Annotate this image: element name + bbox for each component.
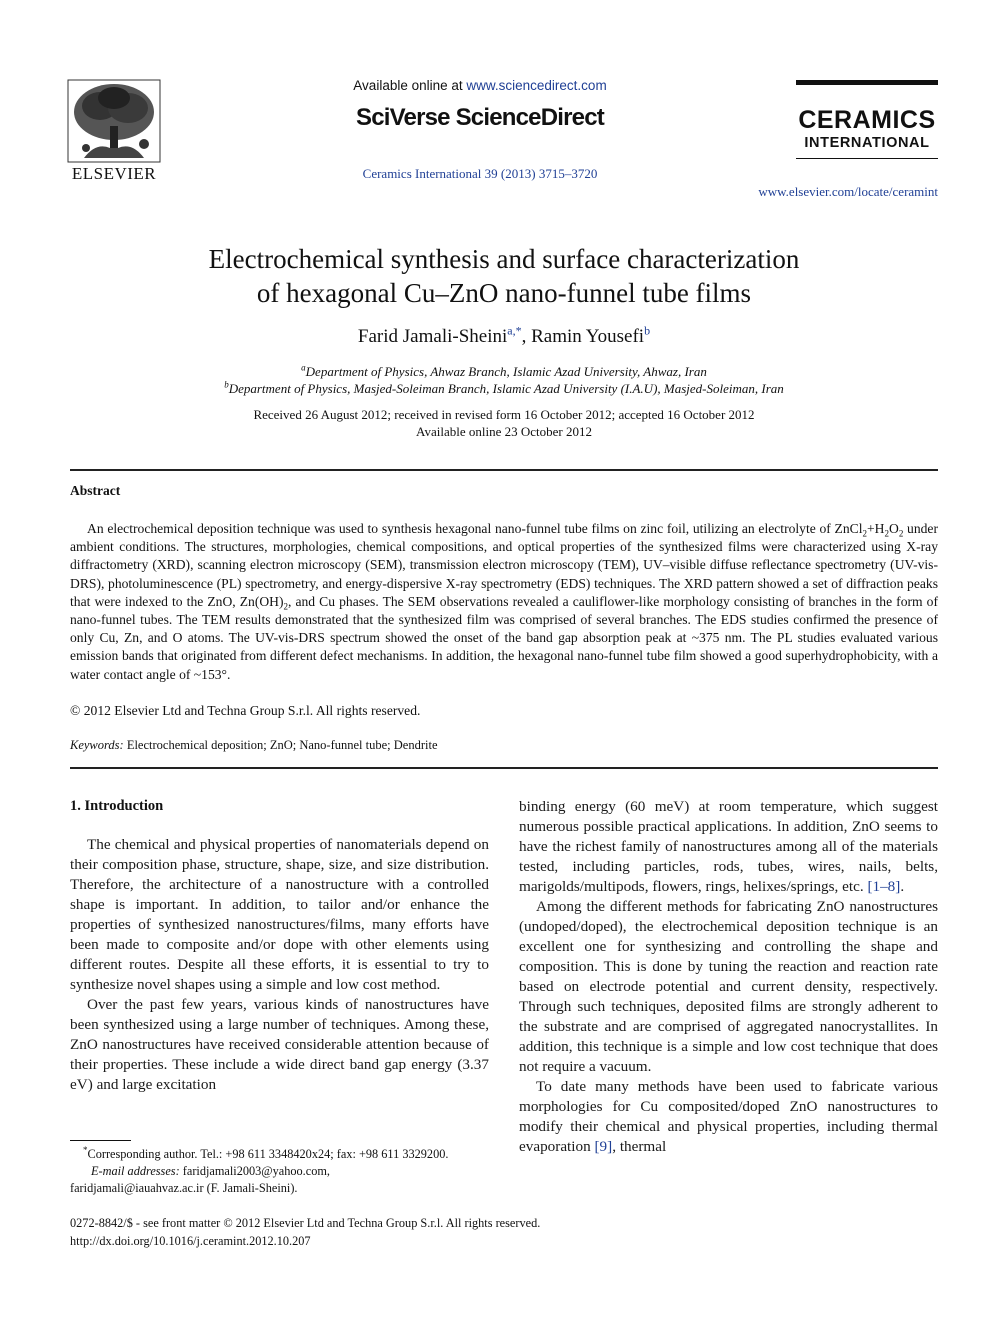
received-dates: Received 26 August 2012; received in revised form 16 October 2012; accepted 16 October 2012 xyxy=(253,407,755,422)
keywords xyxy=(70,738,938,753)
journal-logo-line2: INTERNATIONAL xyxy=(804,135,930,151)
citation-ref-9[interactable]: [9] xyxy=(594,1138,613,1155)
abstract-heading: Abstract xyxy=(70,483,121,498)
available-online-prefix: Available online at xyxy=(353,78,467,93)
footnote-line-2 xyxy=(70,1163,489,1180)
sciencedirect-link[interactable]: www.sciencedirect.com xyxy=(466,78,607,93)
available-online-date: Available online 23 October 2012 xyxy=(416,424,592,439)
journal-citation[interactable]: Ceramics International 39 (2013) 3715–3720 xyxy=(362,166,598,181)
journal-logo-rule-bottom xyxy=(796,158,938,159)
abstract-body: An electrochemical deposition technique was used to synthesis hexagonal nano-funnel tube films on zinc foil, utilizing an electrolyte of $ZnCl_2+H_2O_2$ under ambient conditions. The structures, morphologies, chemical compositions, and optical properties of the synthesized films were characterized using X-ray diffractometry (XRD), scanning electron microscopy (SEM), transmission electron microscopy (TEM), UV–visible diffuse reflectance spectrometry (UV-vis-DRS), photoluminescence (PL) spectrometry, and energy-dispersive X-ray spectrometry (EDS) techniques. The XRD pattern showed a set of diffraction peaks that were indexed to the ZnO, $Zn(OH)_2$, and Cu phases. The SEM observations revealed a cauliflower-like morphology consisting of branches in the form of nano-funnel tubes. The TEM results demonstrated that the synthesized film was comprised of several branches. The EDS studies confirmed the presence of only Cu, Zn, and O atoms. The UV-vis-DRS spectrum showed the onset of the band gap absorption peak at ~375 nm. The PL studies evaluated various emission bands that originated from different defect mechanisms. In addition, the hexagonal nano-funnel tube film showed a good superhydrophobicity, with a water contact angle of ~153°. xyxy=(70,521,938,682)
article-title-line1: Electrochemical synthesis and surface characterization xyxy=(208,244,800,274)
email-label: E-mail addresses: xyxy=(91,1164,180,1178)
author-separator: , xyxy=(521,326,532,347)
elsevier-tree-icon xyxy=(66,78,162,164)
citation-ref-1-8[interactable]: [1–8] xyxy=(867,878,901,895)
intro-paragraph-3: binding energy (60 meV) at room temperature, which suggest numerous possible practical applications. In addition, ZnO seems to have the richest family of nanostructures among all of the materials tested, including particles, rods, tubes, wires, nails, belts, marigolds/multipods, flowers, rings, helixes/springs, etc. [1–8]. xyxy=(519,798,938,895)
author-2: Ramin Yousefi xyxy=(531,326,645,347)
footnote-line-1: *Corresponding author. Tel.: +98 611 3348420x24; fax: +98 611 3329200. xyxy=(83,1144,449,1161)
email-2[interactable]: faridjamali@iauahvaz.ac.ir (F. Jamali-Sheini). xyxy=(70,1181,298,1195)
footnote xyxy=(70,1146,489,1197)
affiliation-b xyxy=(70,381,938,397)
intro-paragraph-1: The chemical and physical properties of nanomaterials depend on their composition phase, structure, shape, size, and size distribution. Therefore, the architecture of a nanostructure with a controlled shape is important. In addition, to tailor and/or enhance the properties of synthesized nanostructures/films, many efforts have been made to composite and/or dope with other elements using different routes. Despite all these efforts, it is essential to try to synthesize novel shapes using a simple and low cost method. xyxy=(70,836,489,993)
keywords-text: Electrochemical deposition; ZnO; Nano-funnel tube; Dendrite xyxy=(123,738,438,752)
intro-paragraph-2: Over the past few years, various kinds of nanostructures have been synthesized using a large number of techniques. Among these, ZnO nanostructures have received considerable attention because of their properties. These include a wide direct band gap energy (3.37 eV) and large excitation xyxy=(70,996,489,1093)
article-title xyxy=(70,242,938,310)
left-column xyxy=(70,835,489,1095)
right-column xyxy=(519,797,938,1157)
publisher-logo-text: ELSEVIER xyxy=(71,164,157,183)
author-1: Farid Jamali-Sheini xyxy=(357,326,508,347)
author-1-marks[interactable]: a,* xyxy=(507,323,522,338)
email-1[interactable]: faridjamali2003@yahoo.com, xyxy=(179,1164,330,1178)
affiliation-b-text: Department of Physics, Masjed-Soleiman Branch, Islamic Azad University (I.A.U), Masjed-Soleiman, Iran xyxy=(228,381,784,396)
affiliation-a-mark: a xyxy=(301,362,306,373)
keywords-label: Keywords: xyxy=(70,738,124,752)
abstract-copyright: © 2012 Elsevier Ltd and Techna Group S.r.l. All rights reserved. xyxy=(70,703,421,718)
article-title-line2: of hexagonal Cu–ZnO nano-funnel tube films xyxy=(256,278,752,308)
footnote-mark: * xyxy=(83,1144,88,1155)
divider-top xyxy=(70,469,938,471)
intro-paragraph-5: To date many methods have been used to fabricate various morphologies for Cu composited/doped ZnO nanostructures to modify their chemical and physical properties, including thermal evaporation [9], thermal xyxy=(519,1078,938,1155)
author-2-marks[interactable]: b xyxy=(644,323,651,338)
journal-logo-line1: CERAMICS xyxy=(798,106,936,134)
divider-bottom xyxy=(70,767,938,769)
intro-paragraph-4: Among the different methods for fabricating ZnO nanostructures (undoped/doped), the electrochemical deposition technique is an excellent one for synthesizing and controlling the shape and composition. This is done by tuning the reaction and reaction rate based on electrode potential and current density, respectively. Through such techniques, deposited films are strongly adherent to the substrate and are comprised of aggregated nanocrystallites. In addition, this technique is a simple and low cost technique that does not require a vacuum. xyxy=(519,898,938,1075)
section-heading-introduction: 1. Introduction xyxy=(70,798,164,814)
journal-logo-rule-top xyxy=(796,80,938,85)
author-list xyxy=(70,323,938,348)
affiliation-a xyxy=(70,364,938,380)
available-online-line xyxy=(300,78,660,93)
doi-link[interactable]: http://dx.doi.org/10.1016/j.ceramint.2012.10.207 xyxy=(70,1234,311,1248)
affiliation-a-text: Department of Physics, Ahwaz Branch, Islamic Azad University, Ahwaz, Iran xyxy=(305,364,707,379)
journal-url[interactable]: www.elsevier.com/locate/ceramint xyxy=(758,184,938,199)
footnote-rule xyxy=(70,1140,131,1141)
issn-line: 0272-8842/$ - see front matter © 2012 Elsevier Ltd and Techna Group S.r.l. All rights reserved. xyxy=(70,1216,541,1230)
elsevier-logo xyxy=(66,78,162,184)
platform-name: SciVerse ScienceDirect xyxy=(356,104,604,131)
affiliation-b-mark: b xyxy=(224,379,229,390)
